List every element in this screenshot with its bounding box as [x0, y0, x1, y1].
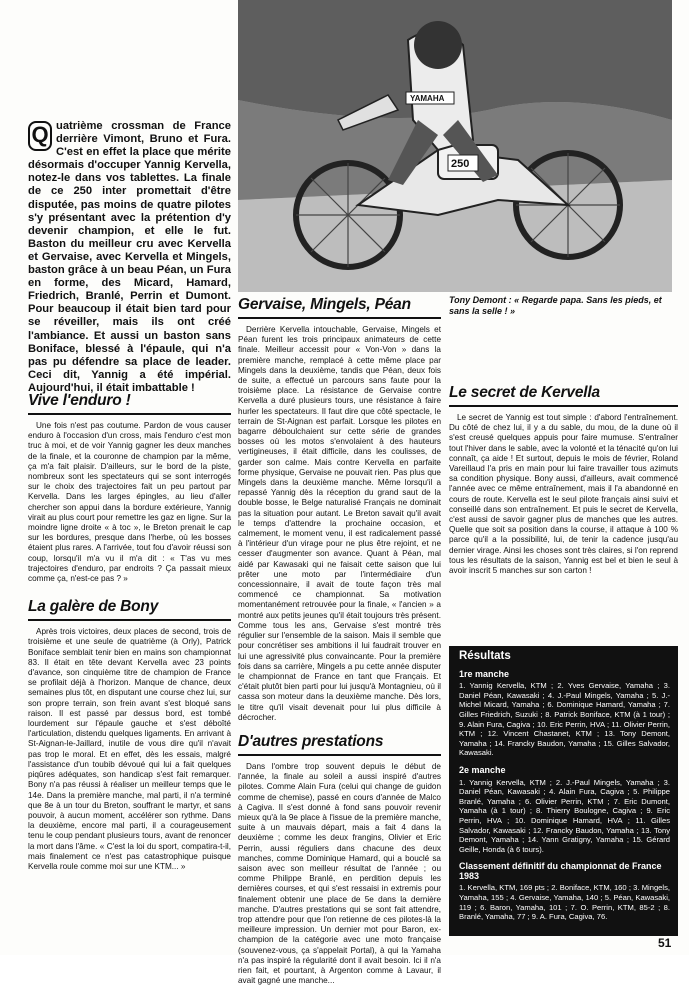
intro-paragraph	[28, 120, 231, 395]
plate-number: 250	[451, 158, 470, 170]
enduro-text: Une fois n'est pas coutume. Pardon de vous causer enduro à l'occasion d'un cross, mais l'enduro c'est mon truc à moi, et de voir Yannig gagner les deux manches de la finale, et la couronne de champion par la même, ça m'a fait plaisir. D'ailleurs, sur le bord de la piste, nombreux sont les spectateurs qui se sont interrogés sur le choix des trajectoires fait un peu partout par Kervella. Dans les larges épingles, au lieu d'aller chercher son appui dans la bordure extérieure, Yannig virait au plus court pour remettre les gaz en ligne. Sur la moindre ligne droite « à toc », le Breton prenait le cap sur les bordures, presque dans l'herbe, où les bosses étaient plus rares. A l'arrivée, tout fou d'avoir réussi son coup, lorsqu'il m'a vu il m'a dit : « T'as vu mes trajectoires d'enduro, par endroits ? Ça passait mieux comme ça, n'est-ce pas ? »	[28, 421, 231, 584]
heading-gervaise: Gervaise, Mingels, Péan	[238, 296, 441, 319]
bony-text: Après trois victoires, deux places de second, trois de troisième et une seule de quatrième (à Orly), Patrick Boniface semblait tenir bien en mains son championnat 83. Il était en tête devant Kervella avec 23 points d'avance, son cinquième titre de champion de France se profilait déjà à l'horizon. Manque de chance, deux semaines plus tôt, en disputant une course chez lui, sur son propre terrain, son frein avant s'est bloqué sans raison. Il est passé par dessus bord, est tombé lourdement sur l'épaule gauche et s'est déboîté l'articulation, distendu quelques ligaments. En arrivant à St-Aignan-le-Jaillard, inutile de vous dire qu'il n'avait pas trop le moral. Et en effet, dès les essais, malgré l'assistance d'un toubib dévoué qui lui a fait quelques piqûres adéquates, son handicap s'est fait remarquer. Bony n'a pas réussi à réaliser un meilleur temps que le 14e. Dans la première manche, mal parti, il n'a terminé que 8e à un tour du Breton, souffrant le martyr, et sans pouvoir, à aucun moment, accélérer son rythme. Dans la deuxième, encore mal parti, il a courageusement tenu le coup pendant plusieurs tours, avant de renoncer la mort dans l'âme. « C'est la loi du sport, compatira-t-il, mais finalement ce n'est pas catastrophique puisque Kervella roule comme moi sur une KTM... »	[28, 627, 231, 871]
fender-text: YAMAHA	[410, 94, 445, 103]
photo-caption: Tony Demont : « Regarde papa. Sans les pieds, et sans la selle ! »	[449, 295, 662, 316]
results-final-title: Classement définitif du championnat de France 1983	[459, 861, 662, 881]
heading-enduro: Vive l'enduro !	[28, 392, 231, 415]
results-final-text: 1. Kervella, KTM, 169 pts ; 2. Boniface, KTM, 160 ; 3. Mingels, Yamaha, 155 ; 4. Gervaise, Yamaha, 140 ; 5. Péan, Kawasaki, 119 ; 6. Baron, Yamaha, 101 ; 7. O. Perrin, KTM, 85-2 ; 8. Branlé, Yamaha, 77 ; 9. A. Fura, Cagiva, 76.	[459, 883, 670, 922]
intro-text: uatrième crossman de France derrière Vimont, Bruno et Fura. C'est en effet la place que mérite désormais d'occuper Yannig Kervella, notez-le dans vos tablettes. La finale de ce 250 inter promettait d'être disputée, pas moins de quatre pilotes s'y présentant avec la prétention d'y devenir champion, et elle le fut. Baston du meilleur cru avec Kervella et Gervaise, avec Kervella et Mingels, baston grâce à un beau Péan, un Fura en forme, des Micard, Hamard, Friedrich, Branlé, Perrin et Dumont. Pour beaucoup il était bien tard pour se réveiller, mais ils ont créé l'ambiance. Et aussi un baston sans Boniface, blessé à l'épaule, qui n'a pas pu défendre sa place de leader. Ceci dit, Yannig a été impérial. Aujourd'hui, il était imbattable !	[28, 120, 231, 394]
motocross-photo	[238, 0, 672, 292]
results-box	[449, 646, 678, 936]
results-manche2-title: 2e manche	[459, 764, 506, 775]
drop-cap: Q	[28, 121, 52, 151]
autres-text: Dans l'ombre trop souvent depuis le début de l'année, la finale au soleil a aussi inspiré d'autres pilotes. Comme Alain Fura (celui qui change de guidon comme de chemise), passé en cours d'année de Malco à Cagiva. Il s'est donné à fond sans pouvoir revenir mieux qu'à la 9e place à l'issue de la première manche, suite à un mauvais départ, mais a fait 4 dans la deuxième ; comme les deux frangins, Olivier et Eric Perrin, aussi réguliers dans chacune des deux manches, comme Dominique Hamard, qui a bouclé sa saison avec son meilleur résultat de l'année ; ou comme Philippe Branlé, en perdition depuis les dernières courses, et qui s'est ressaisi in extremis pour finalement obtenir une place de 5e dans la dernière manche. D'autres prestations qui se sont fait attendre, trop attendre pour que l'on retienne de ces pilotes-là la meilleure impression. Un dernier mot pour Baron, ex-champion de la catégorie avec une moto française (souvenez-vous, ça s'appelait Portal), à qui la Yamaha n'a pas inspiré la régularité dont il avait besoin. Ici il n'a rien fait, et pourtant, à Argenton comme à Lavaur, il avait gagné une manche...	[238, 761, 441, 986]
gervaise-text: Derrière Kervella intouchable, Gervaise, Mingels et Péan furent les trois principaux animateurs de cette finale. Meilleur accessit pour « Von-Von » dans la première manche, remplacé à cette même place par Mingels dans la deuxième, tandis que Péan, deux fois de suite, a effectué un parcours sans faute pour la troisième place. La résistance de Gervaise contre Kervella a duré plusieurs tours, une résistance à faire hurler les spectateurs. Il faut dire que côté spectacle, le terrain de St-Aignan est parfait. Lorsque les pilotes en bagarre déboulchaient sur cette série de grandes bosses où les motos s'envolaient à des hauteurs vertigineuses, il était difficile, dans les coulisses, de garder son calme. Mais contre Kervella en parfaite forme physique, Gervaise ne pouvait rien. Pas plus que Mingels dans la deuxième manche. Même lorsqu'il a repassé Yannig dès la réception du grand saut de la double bosse, le Belge naturalisé Français ne dominait pas la situation pour autant. Le Breton savait qu'il avait le temps d'attendre la prochaine occasion, et calmement, le moment venu, il est radicalement passé à l'intérieur d'un virage pour ne plus être rejoint, et ne cesser d'augmenter son avance. Quant à Péan, mal aidé par Kawasaki qui ne faisait cette saison que lui prêter une moto par l'intermédiaire d'un concessionnaire, il avait de toute façon très mal commencé ce championnat. Sa motivation momentanément retrouvée pour la finale, « l'ancien » a montré aux petits jeunes qu'il était toujours très présent. Comme tous les ans, Gervaise s'est montré très régulier sur l'ensemble de la saison. Mais il semble que pour concrétiser ses ambitions il lui faudrait trouver en lui une agressivité plus convaincante. Pour la première fois dans sa carrière, Mingels a pu cette année disputer le championnat de France en tant que Français. Et c'était plutôt bien parti pour lui jusqu'à Montagnieu, où il cassa son moteur dans la deuxième manche. Dès lors, le titre qu'il visait devenait pour lui plus difficile à décrocher.	[238, 325, 441, 722]
heading-bony: La galère de Bony	[28, 598, 231, 621]
heading-secret: Le secret de Kervella	[449, 384, 678, 407]
results-manche1-text: 1. Yannig Kervella, KTM ; 2. Yves Gervaise, Yamaha ; 3. Daniel Péan, Kawasaki ; 4. J.-Paul Mingels, Yamaha ; 5. J.-Michel Micard, Yamaha ; 6. Dominique Hamard, Yamaha ; 7. Gilles Friedrich, Suzuki ; 8. Patrick Boniface, KTM (à 1 tour) ; 9. Alain Fura, Cagiva ; 10. Eric Perrin, HVA ; 11. Olivier Perrin, KTM ; 12. Vincent Chastanet, KTM ; 13. Tony Demont, Yamaha ; 14. Francky Baudon, Yamaha ; 15. Gilles Salvador, Kawasaki.	[459, 681, 670, 758]
secret-text: Le secret de Yannig est tout simple : d'abord l'entraînement. Du côté de chez lui, il y a du sable, du mou, de la dune où il s'est creusé quelques appuis pour faire mumuse. S'entraîner tout l'hiver dans le sable, avec la volonté et la ténacité qu'on lui connaît, ça aide ! Et surtout, depuis le mois de février, Roland Vareillaud l'a pris en main pour lui faire travailler tous azimuts sa condition physique. Bony aussi, d'ailleurs, avait commencé l'année avec ce même entraînement, mais il l'a abandonné en cours de route. Kervella est le seul pilote français ainsi suivi et conseillé dans son entraînement. Et puis le secret de Kervella, c'est aussi de savoir gagner plus de manches que les autres. Quelle que soit sa position dans la course, il attaque à 100 % parce qu'il a la possibilité, lui, de tenir la cadence jusqu'au dernier virage. Ainsi les choses sont très claires, si l'on reprend tous les résultats de la saison, Yannig est bel et bien le seul à avoir inscrit 5 manches sur son carton !	[449, 413, 678, 576]
right-column	[449, 384, 678, 576]
results-title: Résultats	[459, 650, 511, 662]
results-manche2-text: 1. Yannig Kervella, KTM ; 2. J.-Paul Mingels, Yamaha ; 3. Daniel Péan, Kawasaki ; 4. Alain Fura, Cagiva ; 5. Philippe Branlé, Yamaha ; 6. Olivier Perrin, KTM ; 7. Eric Dumont, Yamaha (à 1 tour) ; 8. Thierry Boulogne, Cagiva ; 9. Eric Perrin, HVA ; 10. Dominique Hamard, HVA ; 11. Gilles Salvador, Kawasaki ; 12. Francky Baudon, Yamaha ; 13. Tony Demont, Yamaha ; 14. Yann Gratigny, Yamaha ; 15. Gérard Geille, Honda (à 6 tours).	[459, 777, 670, 854]
page-number: 51	[658, 936, 672, 950]
middle-column	[238, 288, 441, 986]
motocross-rider-image	[238, 0, 672, 292]
heading-autres: D'autres prestations	[238, 733, 441, 756]
results-manche1-title: 1re manche	[459, 668, 510, 679]
left-column	[28, 384, 231, 872]
